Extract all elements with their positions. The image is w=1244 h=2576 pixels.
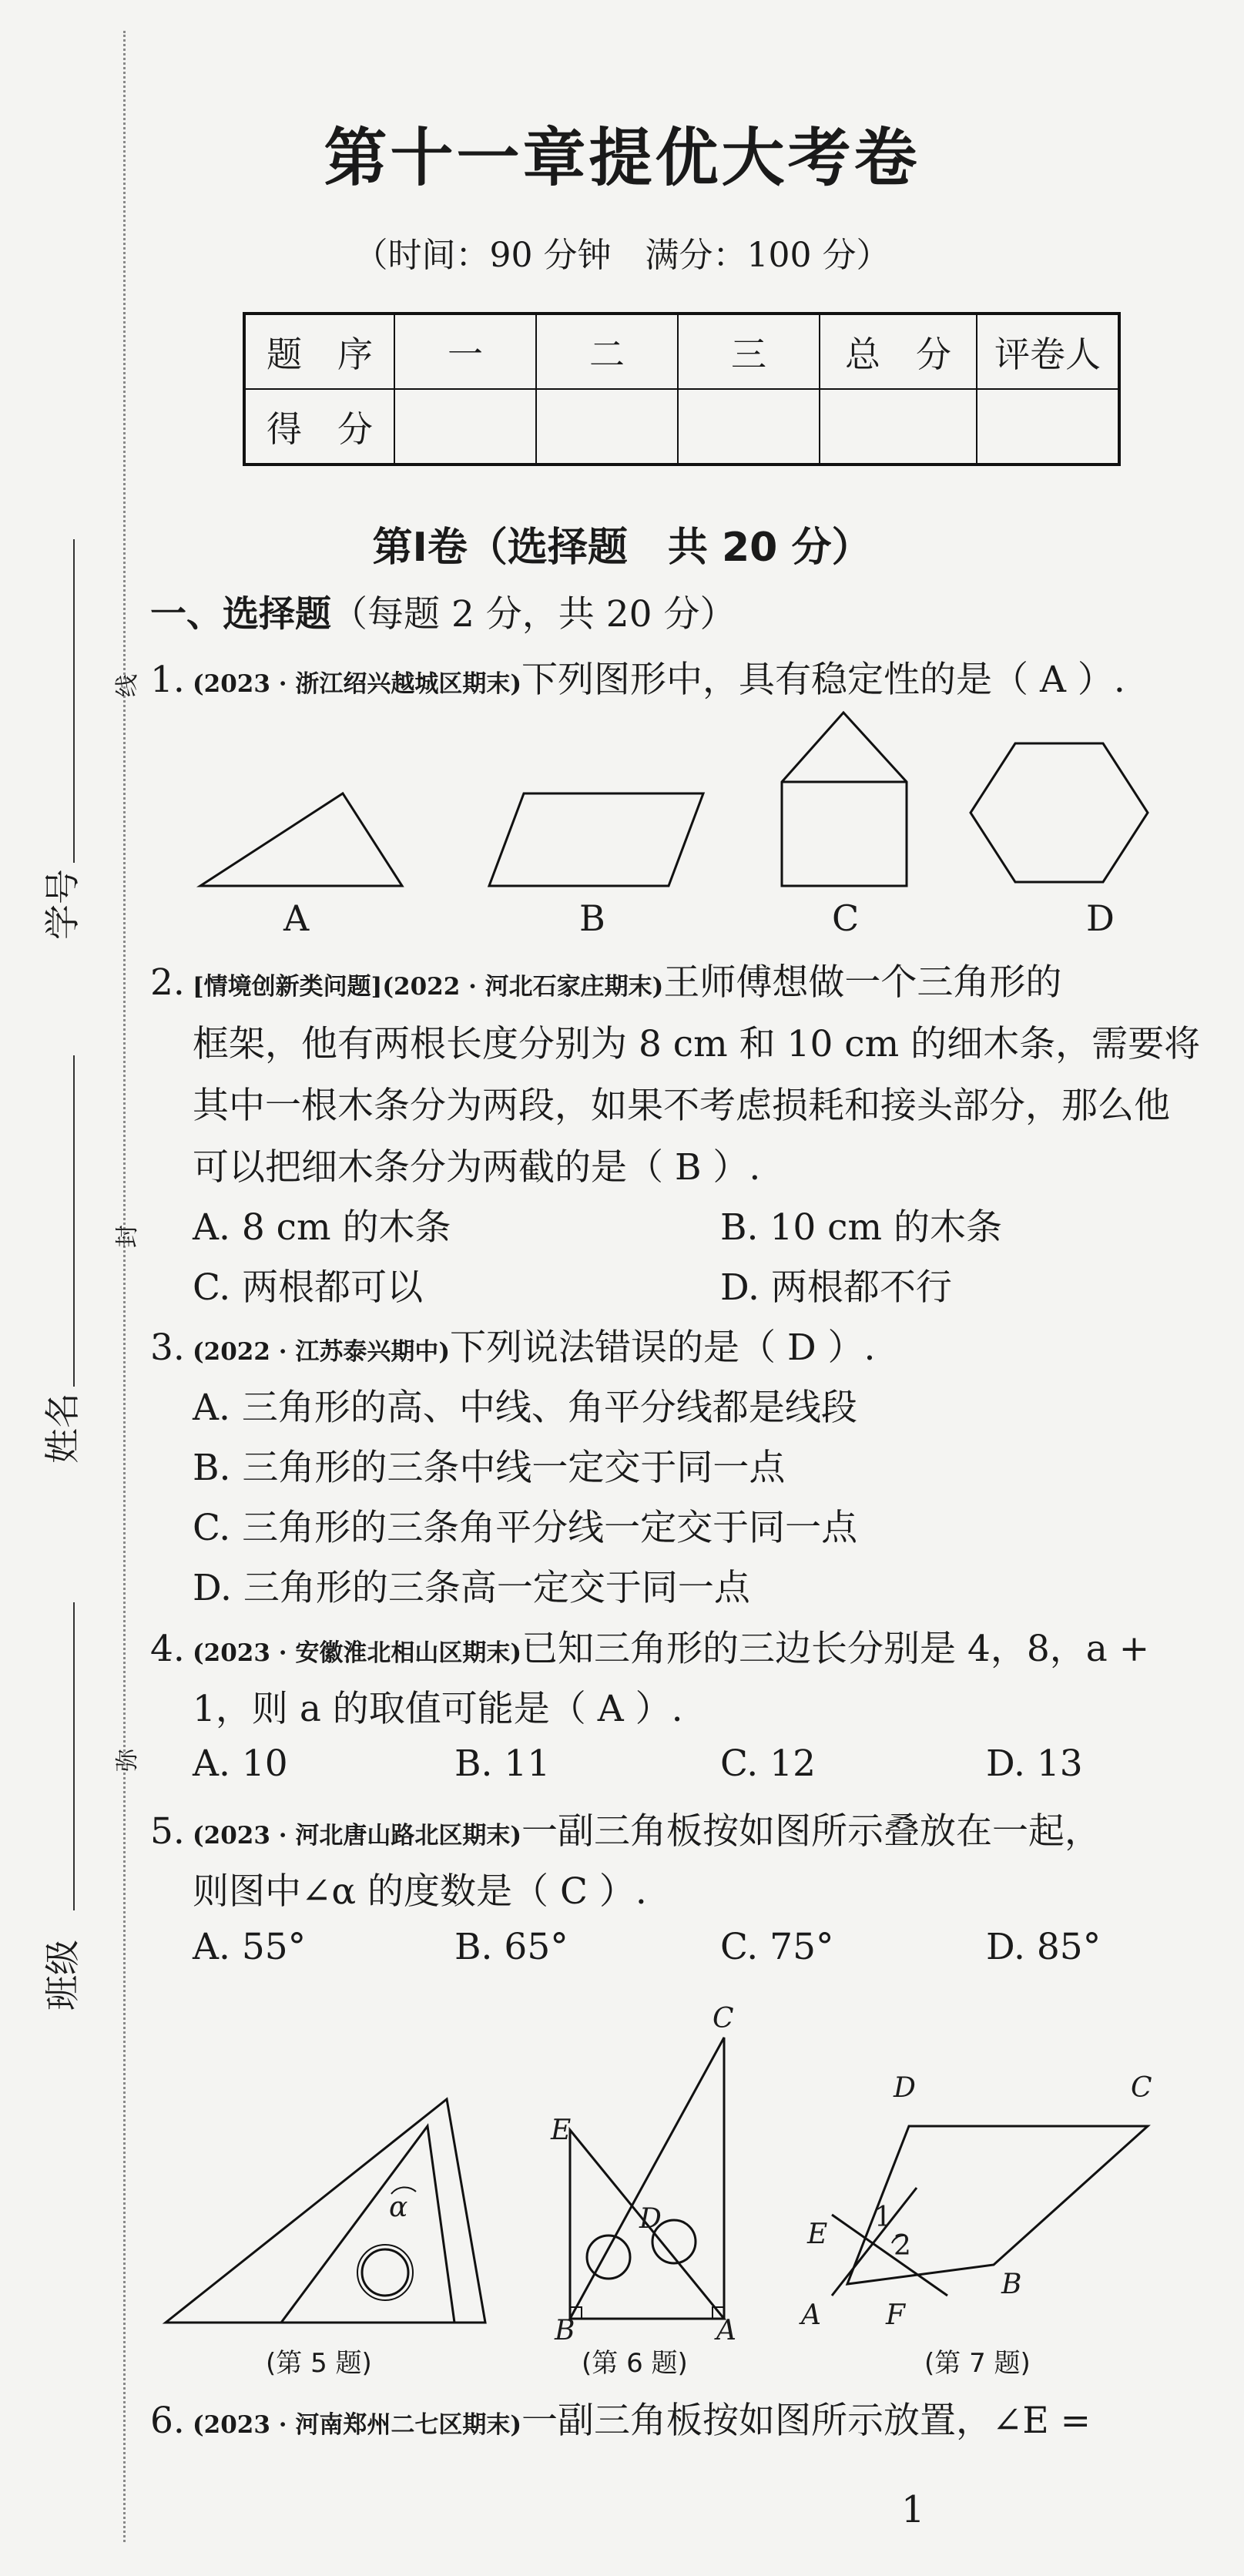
q5-option-a: A. 55° (193, 1926, 307, 1968)
q2-option-a: A. 8 cm 的木条 (193, 1206, 451, 1249)
figure-5-caption: (第 5 题) (266, 2348, 372, 2379)
big-triangle (166, 2099, 485, 2323)
score-cell[interactable] (536, 389, 678, 465)
score-header-cell: 一 (394, 314, 536, 389)
part-heading: 一、选择题（每题 2 分，共 20 分） (150, 593, 736, 636)
score-cell[interactable] (394, 389, 536, 465)
score-row-label: 得 分 (244, 389, 394, 465)
question-5-line: 则图中∠α 的度数是（ C ）. (193, 1870, 647, 1913)
angle-1-label: 1 (874, 2202, 892, 2233)
alpha-label: α (389, 2192, 408, 2223)
q2-option-b: B. 10 cm 的木条 (720, 1206, 1002, 1249)
student-id-label: 学号 (42, 869, 83, 940)
score-header-cell: 二 (536, 314, 678, 389)
shape-b-label: B (579, 897, 605, 939)
triangle-abc (570, 2038, 724, 2319)
q5-option-b: B. 65° (454, 1926, 568, 1968)
score-cell[interactable] (820, 389, 977, 465)
shape-d-label: D (1086, 897, 1115, 939)
figure-7-caption: (第 7 题) (924, 2348, 1031, 2379)
marker-xian: 线 (114, 674, 141, 697)
point-e: E (551, 2115, 572, 2146)
point-b: B (555, 2315, 575, 2346)
q5-option-d: D. 85° (986, 1926, 1101, 1968)
figure-7 (801, 2064, 1163, 2311)
student-id-blank (73, 539, 75, 863)
shape-c-house (782, 713, 907, 886)
shape-a-triangle (200, 793, 402, 886)
section-title: 第Ⅰ卷（选择题 共 20 分） (372, 525, 872, 571)
parallelogram-abcd (847, 2126, 1148, 2284)
score-header-cell: 总 分 (820, 314, 977, 389)
score-table-header-row (244, 314, 1119, 389)
marker-mi: 弥 (114, 1749, 141, 1772)
q4-option-c: C. 12 (720, 1742, 816, 1785)
q4-option-b: B. 11 (454, 1742, 551, 1785)
question-2: 2. [情境创新类问题](2022 · 河北石家庄期末)王师傅想做一个三角形的 (150, 961, 1062, 1004)
figure-6 (547, 2026, 763, 2334)
protractor-hole-outer (357, 2245, 413, 2300)
question-4-line: 1，则 a 的取值可能是（ A ）. (193, 1688, 683, 1730)
shape-d-hexagon (971, 743, 1148, 882)
point-c: C (1131, 2072, 1152, 2104)
question-5: 5. (2023 · 河北唐山路北区期末)一副三角板按如图所示叠放在一起， (150, 1810, 1101, 1853)
q3-option-b: B. 三角形的三条中线一定交于同一点 (193, 1447, 786, 1489)
name-blank (73, 1055, 75, 1387)
question-4: 4. (2023 · 安徽淮北相山区期末)已知三角形的三边长分别是 4，8，a + (150, 1628, 1150, 1670)
binding-line (123, 31, 126, 2542)
point-e: E (807, 2219, 828, 2250)
figure-5 (162, 2080, 493, 2334)
q3-option-d: D. 三角形的三条高一定交于同一点 (193, 1567, 750, 1609)
class-blank (73, 1602, 75, 1910)
q1-figures (185, 697, 1186, 905)
score-table-score-row (244, 389, 1119, 465)
point-d: D (639, 2203, 662, 2235)
score-cell[interactable] (678, 389, 820, 465)
question-1: 1. (2023 · 浙江绍兴越城区期末)下列图形中，具有稳定性的是（ A ）. (150, 659, 1125, 701)
figure-6-caption: (第 6 题) (582, 2348, 688, 2379)
page-number: 1 (901, 2488, 925, 2531)
question-2-line: 其中一根木条分为两段，如果不考虑损耗和接头部分，那么他 (193, 1085, 1170, 1127)
q4-option-a: A. 10 (193, 1742, 288, 1785)
q4-option-d: D. 13 (986, 1742, 1083, 1785)
point-b: B (1001, 2269, 1022, 2300)
q3-option-c: C. 三角形的三条角平分线一定交于同一点 (193, 1507, 858, 1549)
protractor-hole (362, 2249, 408, 2296)
question-2-line: 可以把细木条分为两截的是（ B ）. (193, 1146, 761, 1189)
angle-2-label: 2 (894, 2230, 911, 2262)
score-cell[interactable] (977, 389, 1119, 465)
point-c: C (713, 2003, 734, 2034)
q5-option-c: C. 75° (720, 1926, 834, 1968)
score-table (243, 312, 1121, 466)
point-f: F (886, 2299, 905, 2331)
page-title: 第十一章提优大考卷 (324, 122, 920, 195)
score-header-cell: 评卷人 (977, 314, 1119, 389)
q3-option-a: A. 三角形的高、中线、角平分线都是线段 (193, 1387, 857, 1429)
small-triangle (281, 2126, 454, 2323)
hole-1 (587, 2236, 630, 2279)
exam-info: （时间：90 分钟 满分：100 分） (354, 236, 890, 275)
point-d: D (894, 2072, 916, 2104)
point-a: A (716, 2315, 736, 2346)
point-a: A (801, 2299, 821, 2331)
question-2-line: 框架，他有两根长度分别为 8 cm 和 10 cm 的细木条，需要将 (193, 1023, 1201, 1065)
shape-a-label: A (283, 897, 310, 939)
score-header-cell: 题 序 (244, 314, 394, 389)
score-header-cell: 三 (678, 314, 820, 389)
shape-c-label: C (832, 897, 860, 939)
question-6: 6. (2023 · 河南郑州二七区期末)一副三角板按如图所示放置，∠E = (150, 2400, 1091, 2442)
marker-feng: 封 (114, 1225, 141, 1248)
q2-option-d: D. 两根都不行 (720, 1266, 952, 1309)
name-label: 姓名 (42, 1393, 83, 1464)
q2-option-c: C. 两根都可以 (193, 1266, 424, 1309)
shape-b-parallelogram (489, 793, 703, 886)
question-3: 3. (2022 · 江苏泰兴期中)下列说法错误的是（ D ）. (150, 1327, 876, 1369)
class-label: 班级 (42, 1940, 83, 2011)
